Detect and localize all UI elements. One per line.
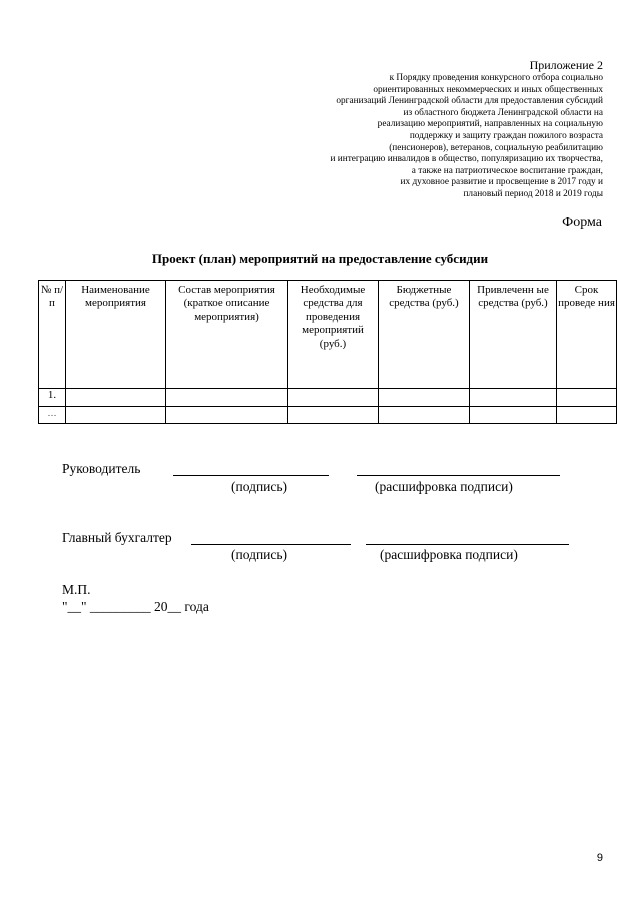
table-cell: [379, 389, 470, 407]
plan-table: [38, 280, 617, 424]
accountant-signature-line[interactable]: [191, 544, 351, 545]
appendix-line: организаций Ленинградской области для предоставления субсидий: [336, 96, 603, 107]
accountant-decode-caption: (расшифровка подписи): [380, 547, 518, 562]
stamp-label: М.П.: [62, 582, 91, 597]
appendix-line: их духовное развитие и просвещение в 2017 году и: [400, 177, 603, 188]
head-signature-line[interactable]: [173, 475, 329, 476]
document-title: Проект (план) мероприятий на предоставление субсидии: [151, 251, 489, 266]
head-label: Руководитель: [62, 461, 141, 476]
head-decode-caption: (расшифровка подписи): [375, 479, 513, 494]
table-cell: …: [39, 407, 66, 424]
table-cell: [288, 407, 379, 424]
table-cell: [66, 389, 166, 407]
appendix-line: (пенсионеров), ветеранов, социальную реабилитацию: [389, 142, 603, 153]
table-cell: [470, 407, 557, 424]
appendix-line: плановый период 2018 и 2019 годы: [463, 188, 603, 199]
accountant-signature-caption: (подпись): [231, 547, 288, 562]
appendix-block: [273, 58, 603, 201]
head-decode-line[interactable]: [357, 475, 560, 476]
accountant-decode-line[interactable]: [366, 544, 569, 545]
table-row: [39, 389, 617, 407]
header-composition: Состав мероприятия (краткое описание мероприятия): [166, 281, 288, 389]
date-line: "__" _________ 20__ года: [62, 599, 209, 614]
page-number: 9: [596, 852, 603, 864]
appendix-line: ориентированных некоммерческих и иных общественных: [373, 84, 603, 95]
accountant-label: Главный бухгалтер: [62, 530, 172, 545]
appendix-line: из областного бюджета Ленинградской области на: [403, 107, 603, 118]
table-cell: 1.: [39, 389, 66, 407]
appendix-title: Приложение 2: [529, 58, 603, 72]
table-cell: [166, 389, 288, 407]
head-signature-caption: (подпись): [231, 479, 288, 494]
header-attracted-funds: Привлеченн ые средства (руб.): [470, 281, 557, 389]
header-budget-funds: Бюджетные средства (руб.): [379, 281, 470, 389]
table-cell: [557, 407, 617, 424]
appendix-line: а также на патриотическое воспитание граждан,: [411, 165, 603, 176]
appendix-line: к Порядку проведения конкурсного отбора социально: [389, 73, 603, 83]
table-cell: [557, 389, 617, 407]
table-cell: [288, 389, 379, 407]
appendix-line: поддержку и защиту граждан пожилого возраста: [409, 130, 603, 141]
appendix-line: и интеграцию инвалидов в общество, популяризацию их творчества,: [330, 154, 603, 165]
header-number: № п/п: [39, 281, 66, 389]
table-row: [39, 407, 617, 424]
form-label: Форма: [562, 215, 602, 230]
table-cell: [66, 407, 166, 424]
table-cell: [166, 407, 288, 424]
appendix-line: реализацию мероприятий, направленных на социальную: [377, 119, 603, 130]
header-term: Срок проведе ния: [557, 281, 617, 389]
table-cell: [379, 407, 470, 424]
header-name: Наименование мероприятия: [66, 281, 166, 389]
header-required-funds: Необходимые средства для проведения мероприятий (руб.): [288, 281, 379, 389]
table-cell: [470, 389, 557, 407]
